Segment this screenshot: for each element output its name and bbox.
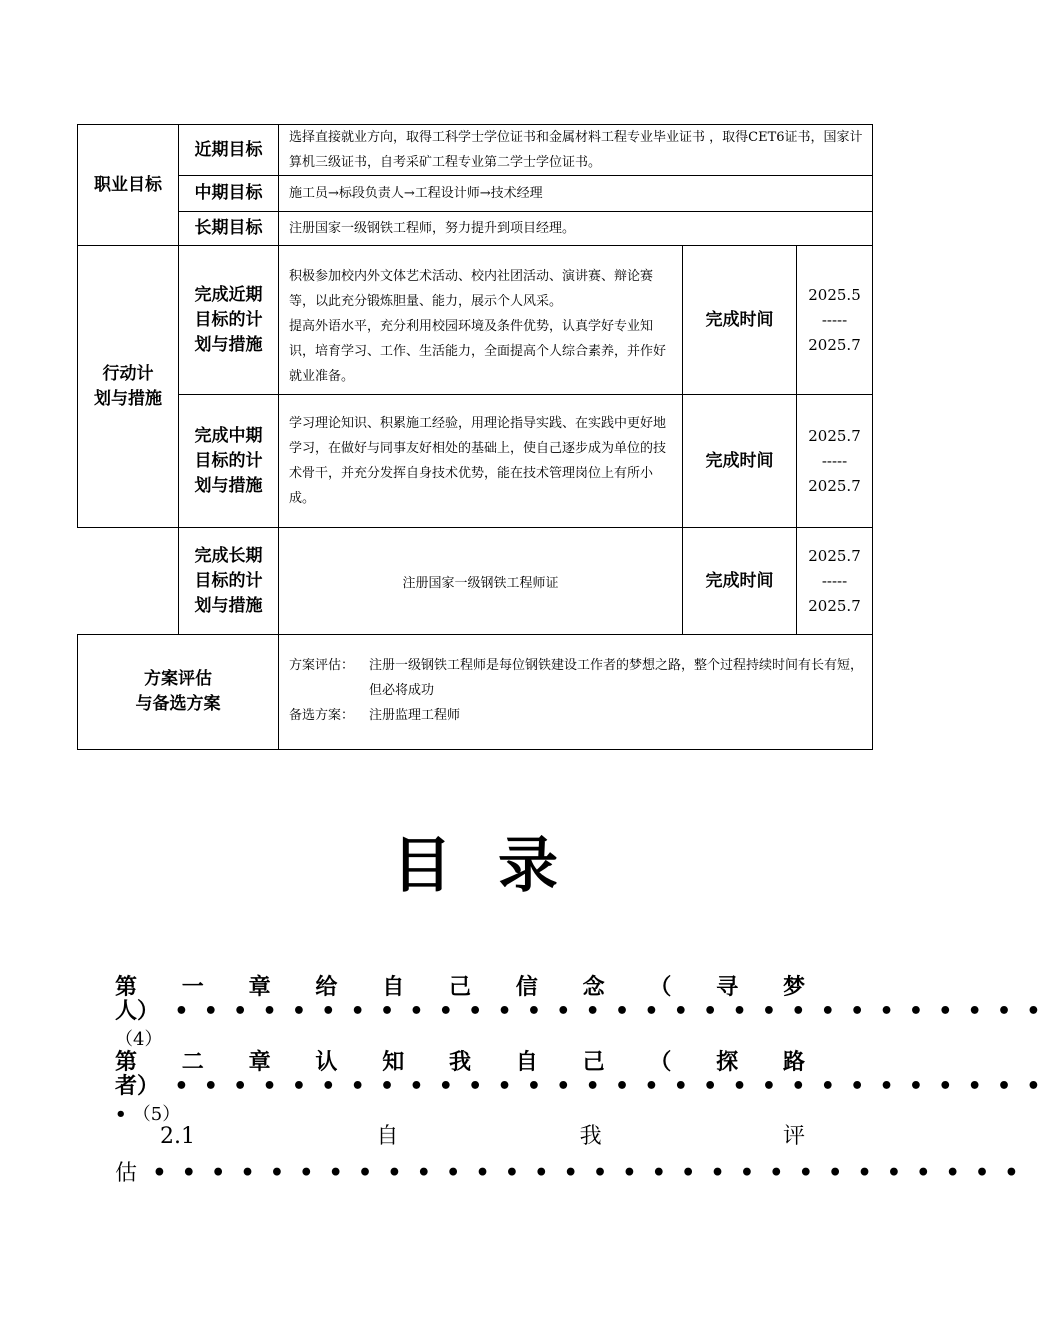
mid-term-plan-paragraph: 学习理论知识、积累施工经验，用理论指导实践、在实践中更好地学习，在做好与同事友好相处的基础上，使自己逐步成为单位的技术骨干，并充分发挥自身技术优势，能在技术管理岗位上有所小成。 <box>289 416 667 506</box>
toc-char: 自 <box>376 1124 399 1149</box>
mid-term-goal-text: 施工员→标段负责人→工程设计师→技术经理 <box>289 186 543 201</box>
near-term-plan-label-line: 完成近期 <box>194 284 263 305</box>
evaluation-label <box>78 635 278 749</box>
near-term-plan-label-line: 划与措施 <box>194 334 263 355</box>
toc-char: 念 <box>582 975 605 1000</box>
toc-char: （ <box>649 975 672 1000</box>
toc-char: 认 <box>315 1050 338 1075</box>
toc-char: 探 <box>716 1050 739 1075</box>
toc-tail: 者） <box>115 1074 160 1099</box>
mid-term-plan-label-line: 目标的计 <box>194 450 263 471</box>
toc-char: 寻 <box>716 975 739 1000</box>
toc-char: 自 <box>382 975 405 1000</box>
long-term-time-label: 完成时间 <box>705 570 774 591</box>
toc-title: 目录 <box>392 831 604 901</box>
alternative-value: 注册监理工程师 <box>369 708 461 723</box>
toc-char: （ <box>649 1050 672 1075</box>
date-from: 2025.5 <box>808 285 861 304</box>
toc-char: 第 <box>115 1050 138 1075</box>
toc-chapter1-page: （4） <box>115 1029 163 1050</box>
evaluation-label-line1: 方案评估 <box>144 669 212 689</box>
short-term-goal-text: 选择直接就业方向，取得工科学士学位证书和金属材料工程专业毕业证书 ，取得CET6证书，国家计算机三级证书，自考采矿工程专业第二学士学位证书。 <box>289 130 863 170</box>
toc-char: 二 <box>181 1050 204 1075</box>
date-separator: ----- <box>821 451 848 470</box>
near-term-plan-text <box>279 260 682 394</box>
dot-leader: • • • • • • • • • • • • • • • • • • • • • • • • • • • • • • <box>159 1074 1040 1099</box>
toc-char: 第 <box>115 975 138 1000</box>
table-border-bottom <box>77 749 873 750</box>
long-term-plan-label-line: 完成长期 <box>194 545 263 566</box>
evaluation-value: 注册一级钢铁工程师是每位钢铁建设工作者的梦想之路，整个过程持续时间有长有短，但必将成功 <box>369 658 864 698</box>
mid-term-time-label: 完成时间 <box>705 450 774 471</box>
date-separator: ----- <box>821 310 848 329</box>
near-term-plan-label-line: 目标的计 <box>194 309 263 330</box>
near-term-time-label: 完成时间 <box>705 309 774 330</box>
toc-char: 我 <box>448 1050 471 1075</box>
table-border-right <box>872 124 873 750</box>
long-term-plan-label-line: 划与措施 <box>194 595 263 616</box>
toc-char: 我 <box>579 1124 602 1149</box>
date-to: 2025.7 <box>808 476 861 495</box>
evaluation-content <box>279 635 872 749</box>
toc-char: 一 <box>181 975 204 1000</box>
dot-leader: • • • • • • • • • • • • • • • • • • • • • • • • • • • • • • <box>159 999 1040 1024</box>
toc-char: 路 <box>782 1050 805 1075</box>
long-term-date <box>797 528 872 634</box>
toc-section21-leader[interactable] <box>115 1160 1019 1187</box>
date-to: 2025.7 <box>808 596 861 615</box>
toc-tail: 人） <box>115 999 160 1024</box>
toc-char: 自 <box>515 1050 538 1075</box>
toc-char: 评 <box>782 1124 805 1149</box>
toc-char: 章 <box>248 975 271 1000</box>
toc-chapter2-line[interactable] <box>115 1050 805 1076</box>
near-term-date <box>797 246 872 394</box>
date-from: 2025.7 <box>808 426 861 445</box>
near-term-plan-paragraph: 积极参加校内外文体艺术活动、校内社团活动、演讲赛、辩论赛等，以此充分锻炼胆量、能力，展示个人风采。 <box>289 269 654 309</box>
toc-char: 己 <box>448 975 471 1000</box>
toc-section21-line[interactable] <box>160 1124 805 1150</box>
alternative-key: 备选方案： <box>289 708 355 723</box>
evaluation-label-line2: 与备选方案 <box>135 694 221 714</box>
long-term-plan-text: 注册国家一级钢铁工程师证 <box>402 575 559 591</box>
career-plan-table <box>77 124 873 750</box>
mid-term-plan-label-line: 完成中期 <box>194 425 263 446</box>
long-term-plan-label-line: 目标的计 <box>194 570 263 591</box>
toc-char: 己 <box>582 1050 605 1075</box>
toc-tail: 估 <box>115 1161 138 1186</box>
toc-char: 章 <box>248 1050 271 1075</box>
toc-char: 信 <box>515 975 538 1000</box>
mid-term-plan-text <box>279 407 682 527</box>
evaluation-key: 方案评估： <box>289 658 355 673</box>
action-plan-label <box>78 246 178 527</box>
toc-chapter2-leader[interactable] <box>115 1074 1040 1100</box>
toc-chapter2-page <box>115 1100 180 1126</box>
date-separator: ----- <box>821 571 848 590</box>
long-term-plan-label <box>179 528 278 634</box>
long-term-goal-label: 长期目标 <box>194 218 263 238</box>
mid-term-plan-label <box>179 395 278 527</box>
date-from: 2025.7 <box>808 546 861 565</box>
dot-leader: • <box>115 1104 133 1125</box>
toc-chapter1-line[interactable] <box>115 975 805 1001</box>
near-term-plan-label <box>179 246 278 394</box>
mid-term-date <box>797 395 872 527</box>
toc-char: 知 <box>382 1050 405 1075</box>
action-plan-label-line1: 行动计 <box>102 363 154 384</box>
toc-char: 梦 <box>782 975 805 1000</box>
toc-char: 给 <box>315 975 338 1000</box>
near-term-plan-paragraph: 提高外语水平，充分利用校园环境及条件优势，认真学好专业知识，培育学习、工作、生活能力，全面提高个人综合素养，并作好就业准备。 <box>289 319 667 384</box>
alternative-row <box>289 703 864 728</box>
career-goals-label: 职业目标 <box>94 174 162 195</box>
mid-term-goal-label: 中期目标 <box>194 183 263 203</box>
toc-chapter1-leader[interactable] <box>115 999 1040 1025</box>
evaluation-row <box>289 653 864 703</box>
toc-section-number: 2.1 <box>160 1124 195 1149</box>
dot-leader: • • • • • • • • • • • • • • • • • • • • • • • • • • • • • • <box>137 1160 1019 1186</box>
mid-term-plan-label-line: 划与措施 <box>194 475 263 496</box>
long-term-goal-text: 注册国家一级钢铁工程师，努力提升到项目经理。 <box>289 221 576 236</box>
date-to: 2025.7 <box>808 335 861 354</box>
action-plan-label-line2: 划与措施 <box>94 388 162 409</box>
toc-chapter2-page-number: （5） <box>132 1104 181 1125</box>
short-term-goal-label: 近期目标 <box>194 139 263 160</box>
